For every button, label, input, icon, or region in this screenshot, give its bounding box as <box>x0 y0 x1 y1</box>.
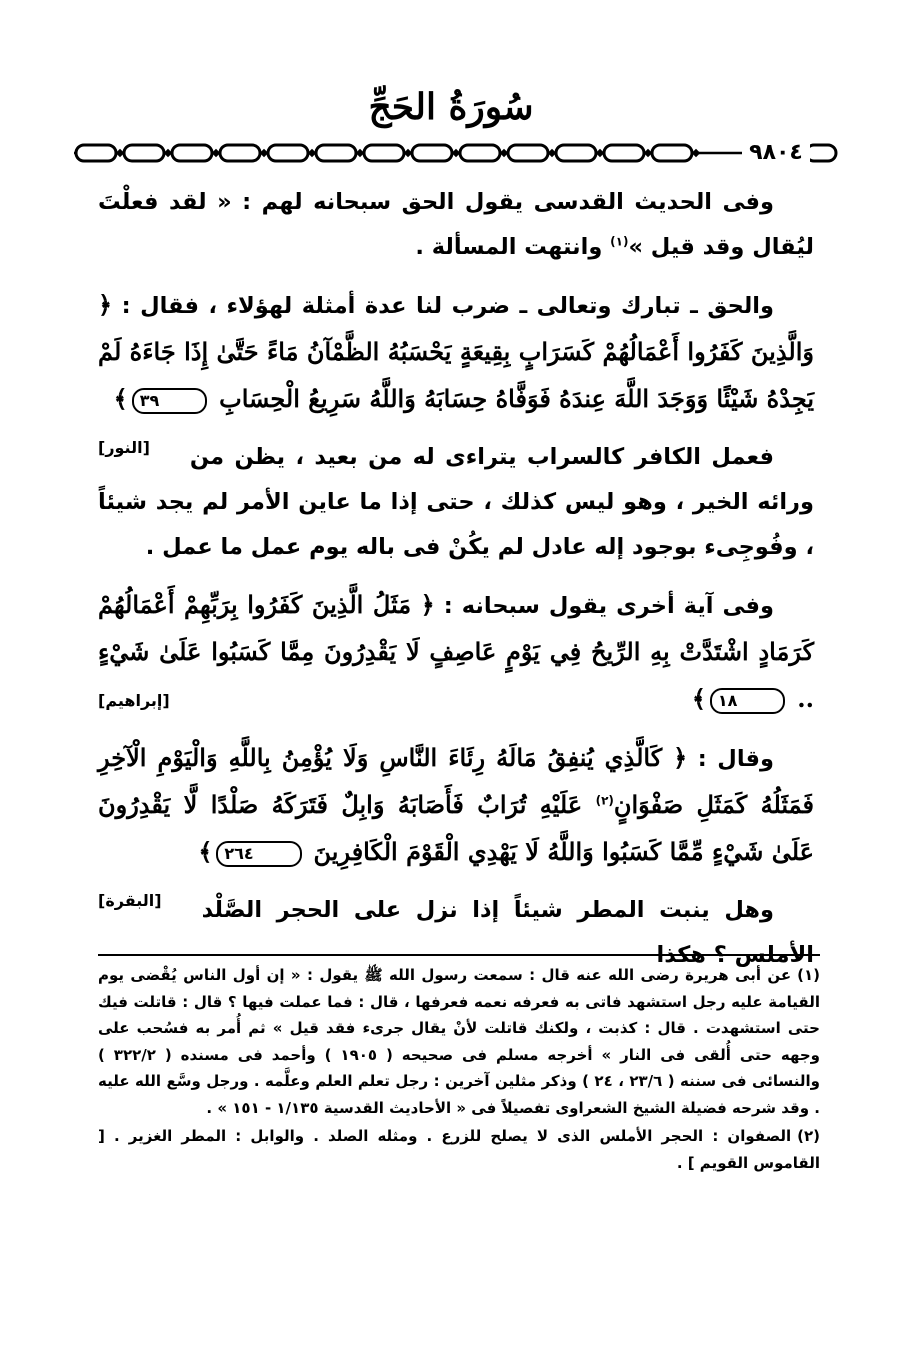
main-text <box>98 180 814 990</box>
page-number: ٩٨٠٤ <box>742 138 810 168</box>
ornament-link <box>460 145 500 161</box>
ayah-number-badge: ٢٦٤ <box>216 841 301 867</box>
ayah-number-badge: ٣٩ <box>132 388 208 414</box>
ornament-link <box>172 145 212 161</box>
ornament-link <box>556 145 596 161</box>
surah-reference: [إبراهيم] <box>98 691 170 710</box>
ornament-link <box>268 145 308 161</box>
ornament-link <box>124 145 164 161</box>
ornament-link <box>316 145 356 161</box>
verse-close-bracket: ﴾ <box>198 837 213 866</box>
surah-reference: [النور] <box>98 438 150 457</box>
footnote-marker-1: (١) <box>610 234 629 249</box>
footnote-number: (١) <box>797 966 820 984</box>
ornament-link <box>412 145 452 161</box>
verse-close-bracket: ﴾ <box>113 384 128 413</box>
ornament-link <box>806 145 836 161</box>
paragraph-rain: وهل ينبت المطر شيئاً إذا نزل على الحجر الصَّلْد الأملس ؟ هكذا <box>201 897 814 968</box>
paragraph-baqara-verse <box>98 735 814 910</box>
ornament-link <box>220 145 260 161</box>
surah-title: سُورَةُ الحَجِّ <box>368 86 534 128</box>
footnote-marker-2: (٢) <box>595 793 614 808</box>
paragraph-nur-verse <box>98 282 814 457</box>
quran-verse: ﴿ كَالَّذِي يُنفِقُ مَالَهُ رِئَاءَ النَّاسِ وَلَا يُؤْمِنُ بِاللَّهِ وَالْيَوْمِ الْآخِرِ فَمَثَلُهُ كَمَثَلِ صَفْوَانٍ <box>98 743 814 819</box>
paragraph-mirage: فعمل الكافر كالسراب يتراءى له من بعيد ، يظن من ورائه الخير ، وهو ليس كذلك ، حتى إذا ما عاين الأمر لم يجد شيئاً ، وفُوجِىء بوجود إله عادل لم يكُنْ فى باله يوم عمل ما عمل . <box>98 444 814 560</box>
ornament-link <box>76 145 116 161</box>
ayah-number-badge: ١٨ <box>710 688 786 714</box>
footnote-divider <box>98 954 820 956</box>
verse-close-bracket: ﴾ <box>691 684 706 713</box>
footnote-2 <box>98 1123 820 1176</box>
quran-verse: ﴿ وَالَّذِينَ كَفَرُوا أَعْمَالُهُمْ كَسَرَابٍ بِقِيعَةٍ يَحْسَبُهُ الظَّمْآنُ مَاءً حَتَّىٰ إِذَا جَاءَهُ لَمْ يَجِدْهُ شَيْئًا وَوَجَدَ اللَّهَ عِندَهُ فَوَفَّاهُ حِسَابَهُ وَاللَّهُ سَرِيعُ الْحِسَابِ <box>98 290 814 413</box>
text-segment: وقال : <box>697 746 774 772</box>
ornament-link <box>508 145 548 161</box>
text-segment: وفى الحديث القدسى يقول الحق سبحانه لهم : « لقد فعلْتَ ليُقال وقد قيل » <box>98 189 814 260</box>
quran-verse: ﴿ مَثَلُ الَّذِينَ كَفَرُوا بِرَبِّهِمْ أَعْمَالُهُمْ كَرَمَادٍ اشْتَدَّتْ بِهِ الرِّيحُ فِي يَوْمٍ عَاصِفٍ لَا يَقْدِرُونَ مِمَّا كَسَبُوا عَلَىٰ شَيْءٍ .. <box>98 590 814 713</box>
ornament-link <box>652 145 692 161</box>
text-segment: وفى آية أخرى يقول سبحانه : <box>443 593 774 619</box>
footnote-number: (٢) <box>797 1127 820 1145</box>
text-segment: والحق ـ تبارك وتعالى ـ ضرب لنا عدة أمثلة لهؤلاء ، فقال : <box>121 293 774 319</box>
paragraph-ibrahim-verse <box>98 582 814 723</box>
decorative-border-ornament <box>70 140 840 166</box>
paragraph-hadith <box>98 180 814 270</box>
footnotes <box>98 962 820 1178</box>
surah-reference: [البقرة] <box>98 891 162 910</box>
footnote-text: عن أبى هريرة رضى الله عنه قال : سمعت رسول الله ﷺ يقول : « إن أول الناس يُقْضى يوم القيامة عليه رجل استشهد فاتى به فعرفه نعمه فعرفها ، قال : فما عملت فيها ؟ قال : قاتلت فيك حتى استشهدت . قال : كذبت ، ولكنك قاتلت لأنْ يقال جرىء فقد قيل » ثم أُمر به فسُحب على وجهه حتى أُلقى فى النار » أخرجه مسلم فى صحيحه ( ١٩٠٥ ) وأحمد فى مسنده ( ٣٢٢/٢ ) والنسائى فى سننه ( ٢٣/٦ ، ٢٤ ) وذكر مثلين آخرين : رجل تعلم العلم وعلَّمه . ورجل وسَّع الله عليه . وقد شرحه فضيلة الشيخ الشعراوى تفصيلاً فى « الأحاديث القدسية ١/١٣٥ - ١٥١ » . <box>98 966 820 1117</box>
footnote-1 <box>98 962 820 1121</box>
footnote-text: الصفوان : الحجر الأملس الذى لا يصلح للزرع . ومثله الصلد . والوابل : المطر الغزير . [ القاموس القويم ] . <box>98 1127 820 1172</box>
text-segment: وانتهت المسألة . <box>415 234 611 260</box>
ornament-link <box>604 145 644 161</box>
quran-verse: عَلَيْهِ تُرَابٌ فَأَصَابَهُ وَابِلٌ فَتَرَكَهُ صَلْدًا لَّا يَقْدِرُونَ عَلَىٰ شَيْءٍ مِّمَّا كَسَبُوا وَاللَّهُ لَا يَهْدِي الْقَوْمَ الْكَافِرِينَ <box>98 790 814 866</box>
ornament-link <box>364 145 404 161</box>
